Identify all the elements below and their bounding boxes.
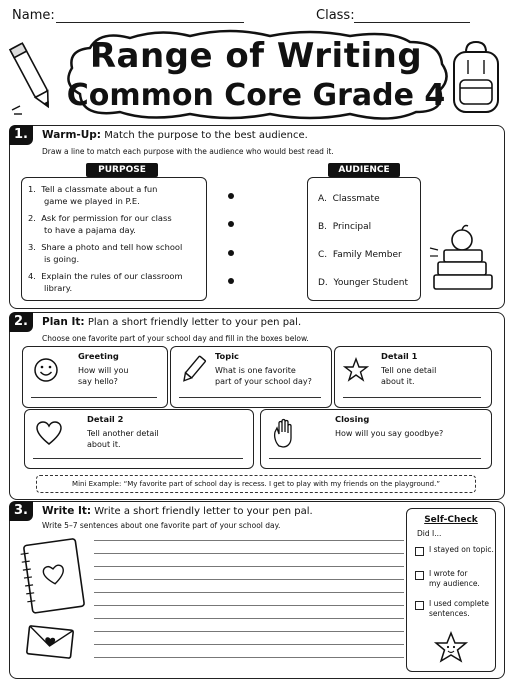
name-label: Name:	[12, 8, 55, 23]
purpose-label: PURPOSE	[86, 163, 158, 177]
purpose-item-1: 1. Tell a classmate about a fun game we played in P.E.	[28, 184, 158, 206]
writing-line[interactable]	[94, 592, 404, 593]
books-apple-icon	[428, 224, 498, 302]
writing-line[interactable]	[94, 631, 404, 632]
pencil-icon	[179, 355, 207, 385]
self-check-box	[406, 508, 496, 672]
answer-line[interactable]	[33, 458, 243, 459]
answer-line[interactable]	[179, 397, 321, 398]
audience-label: AUDIENCE	[328, 163, 400, 177]
check-item-2: I wrote for my audience.	[429, 569, 480, 588]
backpack-icon	[446, 40, 506, 118]
waving-hand-icon	[271, 418, 299, 448]
card-title: Closing	[335, 414, 370, 424]
section-heading-label: Write It:	[42, 505, 92, 517]
section-heading	[42, 129, 308, 141]
card-question: How will you say hello?	[78, 366, 129, 386]
card-title: Detail 1	[381, 351, 418, 361]
audience-box	[307, 177, 421, 301]
check-item-1: I stayed on topic.	[429, 545, 494, 554]
section-instruction: Plan a short friendly letter to your pen pal.	[87, 317, 302, 328]
class-label: Class:	[316, 8, 355, 23]
page-title: Range of Writing	[89, 36, 423, 76]
self-check-lead: Did I...	[417, 529, 442, 538]
section-warm-up	[9, 125, 505, 309]
section-number: 3.	[9, 501, 33, 521]
card-detail-1[interactable]	[334, 346, 492, 408]
section-instruction: Match the purpose to the best audience.	[104, 130, 308, 141]
writing-line[interactable]	[94, 566, 404, 567]
writing-line[interactable]	[94, 644, 404, 645]
section-number: 2.	[9, 312, 33, 332]
name-line[interactable]	[56, 22, 244, 23]
checkbox[interactable]	[415, 571, 424, 580]
pencil-icon	[8, 36, 58, 116]
purpose-box	[21, 177, 207, 301]
card-topic[interactable]	[170, 346, 332, 408]
writing-line[interactable]	[94, 540, 404, 541]
writing-line[interactable]	[94, 579, 404, 580]
check-item-3: I used complete sentences.	[429, 599, 490, 618]
answer-line[interactable]	[31, 397, 157, 398]
match-dot[interactable]	[228, 193, 234, 199]
section-write-it	[9, 501, 505, 679]
card-question: What is one favorite part of your school day?	[215, 366, 312, 386]
section-subtext: Write 5–7 sentences about one favorite part of your school day.	[42, 521, 281, 530]
card-title: Greeting	[78, 351, 119, 361]
purpose-item-2: 2. Ask for permission for our class to have a pajama day.	[28, 213, 172, 235]
section-heading	[42, 505, 313, 517]
star-icon	[343, 357, 369, 383]
card-greeting[interactable]	[22, 346, 168, 408]
card-question: Tell another detail about it.	[87, 429, 159, 449]
section-heading-label: Warm-Up:	[42, 129, 102, 141]
audience-item-c: C. Family Member	[318, 250, 402, 260]
card-detail-2[interactable]	[24, 409, 254, 469]
card-question: Tell one detail about it.	[381, 366, 437, 386]
section-heading-label: Plan It:	[42, 316, 85, 328]
writing-line[interactable]	[94, 657, 404, 658]
self-check-title: Self-Check	[424, 515, 478, 525]
purpose-item-4: 4. Explain the rules of our classroom library.	[28, 271, 183, 293]
checkbox[interactable]	[415, 547, 424, 556]
card-question: How will you say goodbye?	[335, 429, 444, 438]
smiling-star-icon	[433, 631, 469, 665]
match-dot[interactable]	[228, 278, 234, 284]
answer-line[interactable]	[269, 458, 481, 459]
card-title: Topic	[215, 351, 239, 361]
section-heading	[42, 316, 301, 328]
section-number: 1.	[9, 125, 33, 145]
mini-example: Mini Example: “My favorite part of school day is recess. I get to play with my friends on the playground.”	[36, 475, 476, 493]
smiley-icon	[33, 357, 59, 383]
card-title: Detail 2	[87, 414, 124, 424]
writing-line[interactable]	[94, 605, 404, 606]
class-line[interactable]	[354, 22, 470, 23]
heart-icon	[35, 420, 63, 446]
purpose-item-3: 3. Share a photo and tell how school is going.	[28, 242, 183, 264]
envelope-heart-icon	[24, 622, 76, 662]
audience-item-b: B. Principal	[318, 222, 372, 232]
match-dot[interactable]	[228, 221, 234, 227]
section-subtext: Choose one favorite part of your school day and fill in the boxes below.	[42, 334, 309, 343]
section-plan-it	[9, 312, 505, 500]
checkbox[interactable]	[415, 601, 424, 610]
answer-line[interactable]	[343, 397, 481, 398]
audience-item-a: A. Classmate	[318, 194, 380, 204]
card-closing[interactable]	[260, 409, 492, 469]
writing-line[interactable]	[94, 618, 404, 619]
writing-line[interactable]	[94, 553, 404, 554]
page-subtitle: Common Core Grade 4	[66, 78, 446, 113]
match-dot[interactable]	[228, 250, 234, 256]
audience-item-d: D. Younger Student	[318, 278, 408, 288]
section-subtext: Draw a line to match each purpose with the audience who would best read it.	[42, 147, 334, 156]
notebook-heart-icon	[18, 536, 88, 616]
section-instruction: Write a short friendly letter to your pen pal.	[94, 506, 313, 517]
